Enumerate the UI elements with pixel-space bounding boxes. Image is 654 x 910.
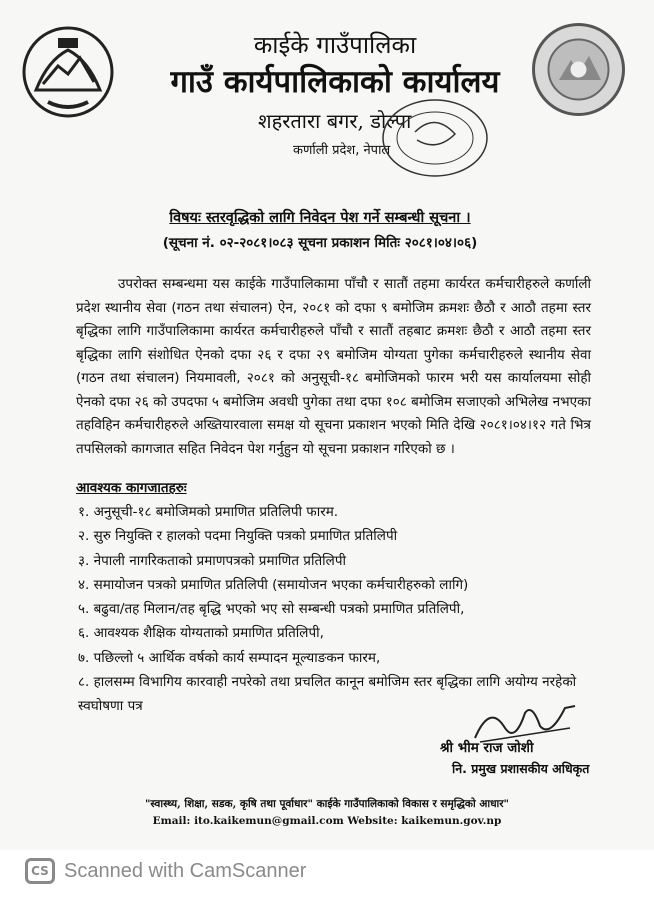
municipality-seal-icon: [531, 22, 626, 117]
documents-list: [78, 500, 578, 719]
notice-body: उपरोक्त सम्बन्धमा यस काईके गाउँपालिकामा पाँचौ र सातौं तहमा कार्यरत कर्मचारीहरुले कर्णाली प्रदेश स्थानीय सेवा (गठन तथा संचालन) ऐन, २०८१ को दफा ९ बमोजिम क्रमशः छैठौ र आठौ तहमा स्तर बृद्धिका लागि गाउँपालिकामा कार्यरत कर्मचारीहरुले पाँचौ र सातौं तहबाट क्रमशः छैठौ र आठौ तहमा स्तर बृद्धिका लागि संशोधित ऐनको दफा २६ र दफा २९ बमोजिम योग्यता पुगेका कर्मचारीहरुले स्थानीय सेवा (गठन तथा संचालन) नियमावली, २०८१ को अनुसूची-१८ बमोजिमको फारम भरी यस कार्यालयमा सोही ऐनको दफा २६ को उपदफा ५ बमोजिम अवधी पुगेका तथा दफा १०८ बमोजिम सजाएको अभिलेख नभएका तहविहिन कर्मचारीहरुले अख्तियारवाला समक्ष यो सूचना प्रकाशन भएको मिति देखि २०८१।०४।१२ गते भित्र तपसिलको कागजात सहित निवेदन पेश गर्नुहुन यो सूचना प्रकाशन गरिएको छ ।: [76, 276, 591, 457]
signatory-title: नि. प्रमुख प्रशासकीय अधिकृत: [452, 761, 590, 776]
documents-heading: आवश्यक कागजातहरुः: [76, 480, 187, 496]
camscanner-logo-icon: CS: [25, 858, 55, 884]
list-item: ४. समायोजन पत्रको प्रमाणित प्रतिलिपी (समायोजन भएका कर्मचारीहरुको लागि): [78, 576, 469, 593]
nepal-emblem-icon: [18, 20, 118, 120]
footer-contact: Email: ito.kaikemun@gmail.com Website: kaikemun.gov.np: [152, 815, 502, 827]
camscanner-watermark: Scanned with CamScanner: [64, 860, 307, 882]
office-stamp-icon: [375, 92, 495, 180]
list-item: १. अनुसूची-१८ बमोजिमको प्रमाणित प्रतिलिपी फारम.: [78, 504, 339, 520]
list-item: ८. हालसम्म विभागिय कारवाही नपरेको तथा प्रचलित कानून बमोजिम स्तर बृद्धिका लागि अयोग्य नरहेको स्वघोषणा पत्र: [78, 674, 577, 715]
list-item: ५. बढुवा/तह मिलान/तह बृद्धि भएको भए सो सम्बन्धी पत्रको प्रमाणित प्रतिलिपी,: [78, 601, 465, 618]
footer-motto: "स्वास्थ्य, शिक्षा, सडक, कृषि तथा पूर्वाधार" काईके गाउँपालिकाको विकास र समृद्धिको आधार": [144, 798, 510, 810]
signatory-name: श्री भीम राज जोशी: [440, 740, 534, 756]
list-item: २. सुरु नियुक्ति र हालको पदमा नियुक्ति पत्रको प्रमाणित प्रतिलिपी: [78, 528, 398, 545]
municipality-name: काईके गाउँपालिका: [253, 31, 417, 59]
office-address: शहरतारा बगर, डोल्पा: [258, 109, 412, 133]
notice-reference: (सूचना नं. ०२-२०८१।०८३ सूचना प्रकाशन मितिः २०८१।०४।०६): [162, 235, 478, 251]
province-label: कर्णाली प्रदेश, नेपाल: [293, 143, 391, 158]
list-item: ३. नेपाली नागरिकताको प्रमाणपत्रको प्रमाणित प्रतिलिपी: [78, 552, 346, 569]
notice-subject: विषयः स्तरवृद्धिको लागि निवेदन पेश गर्ने सम्बन्धी सूचना ।: [169, 210, 471, 226]
office-name: गाउँ कार्यपालिकाको कार्यालय: [170, 64, 500, 100]
list-item: ६. आवश्यक शैक्षिक योग्यताको प्रमाणित प्रतिलिपी,: [78, 625, 324, 642]
list-item: ७. पछिल्लो ५ आर्थिक वर्षको कार्य सम्पादन मूल्याङकन फारम,: [78, 649, 381, 666]
